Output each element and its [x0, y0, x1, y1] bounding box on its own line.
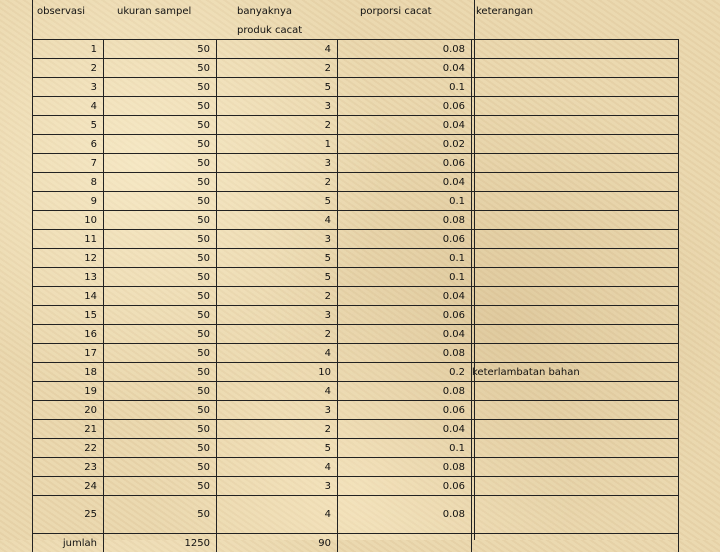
- porporsi-cell: 0.06: [338, 230, 472, 249]
- ukuran-sampel-cell: 50: [104, 287, 217, 306]
- porporsi-cell: 0.08: [338, 211, 472, 230]
- banyaknya-cell: 2: [217, 325, 338, 344]
- banyaknya-cell: 5: [217, 249, 338, 268]
- porporsi-cell: 0.04: [338, 59, 472, 78]
- keterangan-cell: [472, 401, 679, 420]
- keterangan-cell: [472, 40, 679, 59]
- observasi-cell: 24: [33, 477, 104, 496]
- observasi-cell: 18: [33, 363, 104, 382]
- banyaknya-cell: 4: [217, 458, 338, 477]
- table-row: [33, 287, 679, 306]
- observasi-cell: 8: [33, 173, 104, 192]
- observasi-cell: 1: [33, 40, 104, 59]
- ukuran-sampel-cell: 50: [104, 268, 217, 287]
- banyaknya-cell: 3: [217, 154, 338, 173]
- keterangan-cell: [472, 344, 679, 363]
- porporsi-cell: 0.1: [338, 268, 472, 287]
- table-row: [33, 116, 679, 135]
- observasi-cell: 17: [33, 344, 104, 363]
- table-row: [33, 40, 679, 59]
- banyaknya-cell: 5: [217, 268, 338, 287]
- banyaknya-cell: 3: [217, 306, 338, 325]
- keterangan-cell: [472, 382, 679, 401]
- total-keterangan: [472, 534, 679, 552]
- observasi-cell: 10: [33, 211, 104, 230]
- keterangan-cell: [472, 496, 679, 534]
- observasi-cell: 16: [33, 325, 104, 344]
- banyaknya-cell: 2: [217, 420, 338, 439]
- keterangan-cell: [472, 97, 679, 116]
- porporsi-cell: 0.08: [338, 40, 472, 59]
- ukuran-sampel-cell: 50: [104, 40, 217, 59]
- observasi-cell: 6: [33, 135, 104, 154]
- keterangan-cell: [472, 154, 679, 173]
- table-row: [33, 135, 679, 154]
- porporsi-cell: 0.08: [338, 458, 472, 477]
- ukuran-sampel-cell: 50: [104, 59, 217, 78]
- ukuran-sampel-cell: 50: [104, 192, 217, 211]
- ukuran-sampel-cell: 50: [104, 477, 217, 496]
- banyaknya-cell: 2: [217, 287, 338, 306]
- observasi-cell: 5: [33, 116, 104, 135]
- header-porporsi-cacat: porporsi cacat: [360, 6, 432, 17]
- observasi-cell: 22: [33, 439, 104, 458]
- porporsi-cell: 0.08: [338, 496, 472, 534]
- observasi-cell: 2: [33, 59, 104, 78]
- total-label: jumlah: [33, 534, 104, 552]
- banyaknya-cell: 3: [217, 230, 338, 249]
- ukuran-sampel-cell: 50: [104, 78, 217, 97]
- table-row: [33, 420, 679, 439]
- banyaknya-cell: 4: [217, 382, 338, 401]
- keterangan-cell: [472, 230, 679, 249]
- header-produk-cacat: produk cacat: [237, 25, 302, 36]
- table-row: [33, 230, 679, 249]
- total-porporsi: [338, 534, 472, 552]
- keterangan-cell: [472, 306, 679, 325]
- table-row: [33, 458, 679, 477]
- table-row: [33, 173, 679, 192]
- porporsi-cell: 0.06: [338, 401, 472, 420]
- banyaknya-cell: 5: [217, 192, 338, 211]
- keterangan-cell: [472, 116, 679, 135]
- keterangan-cell: keterlambatan bahan: [472, 363, 679, 382]
- observasi-cell: 23: [33, 458, 104, 477]
- porporsi-cell: 0.02: [338, 135, 472, 154]
- table-row: [33, 344, 679, 363]
- keterangan-cell: [472, 325, 679, 344]
- banyaknya-cell: 4: [217, 211, 338, 230]
- banyaknya-cell: 4: [217, 40, 338, 59]
- porporsi-cell: 0.04: [338, 116, 472, 135]
- keterangan-cell: [472, 420, 679, 439]
- table-row: [33, 59, 679, 78]
- observasi-cell: 9: [33, 192, 104, 211]
- table-row: [33, 477, 679, 496]
- ukuran-sampel-cell: 50: [104, 116, 217, 135]
- banyaknya-cell: 3: [217, 97, 338, 116]
- banyaknya-cell: 4: [217, 344, 338, 363]
- table-row: [33, 78, 679, 97]
- porporsi-cell: 0.04: [338, 420, 472, 439]
- observasi-cell: 7: [33, 154, 104, 173]
- observasi-cell: 19: [33, 382, 104, 401]
- table-row: [33, 306, 679, 325]
- table-row: [33, 382, 679, 401]
- porporsi-cell: 0.2: [338, 363, 472, 382]
- observasi-cell: 11: [33, 230, 104, 249]
- keterangan-cell: [472, 135, 679, 154]
- table-row: [33, 192, 679, 211]
- ukuran-sampel-cell: 50: [104, 306, 217, 325]
- table-row: [33, 401, 679, 420]
- ukuran-sampel-cell: 50: [104, 230, 217, 249]
- header-keterangan: keterangan: [476, 6, 533, 17]
- banyaknya-cell: 3: [217, 401, 338, 420]
- total-banyaknya: 90: [217, 534, 338, 552]
- keterangan-cell: [472, 249, 679, 268]
- keterangan-cell: [472, 458, 679, 477]
- ukuran-sampel-cell: 50: [104, 173, 217, 192]
- porporsi-cell: 0.06: [338, 154, 472, 173]
- banyaknya-cell: 2: [217, 116, 338, 135]
- porporsi-cell: 0.06: [338, 306, 472, 325]
- header-observasi: observasi: [37, 6, 85, 17]
- table-row: [33, 325, 679, 344]
- porporsi-cell: 0.06: [338, 97, 472, 116]
- ukuran-sampel-cell: 50: [104, 382, 217, 401]
- table-row: [33, 154, 679, 173]
- observasi-cell: 4: [33, 97, 104, 116]
- ukuran-sampel-cell: 50: [104, 401, 217, 420]
- porporsi-cell: 0.1: [338, 192, 472, 211]
- observasi-cell: 12: [33, 249, 104, 268]
- keterangan-cell: [472, 78, 679, 97]
- table-row: [33, 211, 679, 230]
- observasi-cell: 14: [33, 287, 104, 306]
- observasi-cell: 20: [33, 401, 104, 420]
- table-row: [33, 439, 679, 458]
- ukuran-sampel-cell: 50: [104, 211, 217, 230]
- ukuran-sampel-cell: 50: [104, 97, 217, 116]
- keterangan-cell: [472, 211, 679, 230]
- banyaknya-cell: 4: [217, 496, 338, 534]
- table-row: [33, 249, 679, 268]
- ukuran-sampel-cell: 50: [104, 344, 217, 363]
- table-row: [33, 363, 679, 382]
- keterangan-cell: [472, 268, 679, 287]
- banyaknya-cell: 1: [217, 135, 338, 154]
- banyaknya-cell: 5: [217, 78, 338, 97]
- banyaknya-cell: 5: [217, 439, 338, 458]
- keterangan-cell: [472, 173, 679, 192]
- porporsi-cell: 0.06: [338, 477, 472, 496]
- total-row: [33, 534, 679, 552]
- ukuran-sampel-cell: 50: [104, 135, 217, 154]
- table-row: [33, 97, 679, 116]
- observasi-cell: 3: [33, 78, 104, 97]
- keterangan-cell: [472, 287, 679, 306]
- ukuran-sampel-cell: 50: [104, 420, 217, 439]
- keterangan-cell: [472, 59, 679, 78]
- banyaknya-cell: 2: [217, 59, 338, 78]
- keterangan-cell: [472, 477, 679, 496]
- table-row: [33, 496, 679, 534]
- porporsi-cell: 0.08: [338, 344, 472, 363]
- ukuran-sampel-cell: 50: [104, 363, 217, 382]
- ukuran-sampel-cell: 50: [104, 325, 217, 344]
- observasi-cell: 25: [33, 496, 104, 534]
- porporsi-cell: 0.1: [338, 439, 472, 458]
- porporsi-cell: 0.1: [338, 78, 472, 97]
- observasi-cell: 15: [33, 306, 104, 325]
- table-row: [33, 268, 679, 287]
- header-ukuran-sampel: ukuran sampel: [117, 6, 191, 17]
- banyaknya-cell: 10: [217, 363, 338, 382]
- table-body: [33, 40, 679, 552]
- ukuran-sampel-cell: 50: [104, 249, 217, 268]
- porporsi-cell: 0.04: [338, 173, 472, 192]
- observasi-cell: 13: [33, 268, 104, 287]
- header-banyaknya: banyaknya: [237, 6, 292, 17]
- ukuran-sampel-cell: 50: [104, 154, 217, 173]
- total-ukuran-sampel: 1250: [104, 534, 217, 552]
- porporsi-cell: 0.04: [338, 325, 472, 344]
- porporsi-cell: 0.04: [338, 287, 472, 306]
- keterangan-cell: [472, 192, 679, 211]
- ukuran-sampel-cell: 50: [104, 439, 217, 458]
- banyaknya-cell: 2: [217, 173, 338, 192]
- defect-data-table: [32, 39, 679, 552]
- keterangan-cell: [472, 439, 679, 458]
- porporsi-cell: 0.1: [338, 249, 472, 268]
- porporsi-cell: 0.08: [338, 382, 472, 401]
- ukuran-sampel-cell: 50: [104, 458, 217, 477]
- ukuran-sampel-cell: 50: [104, 496, 217, 534]
- observasi-cell: 21: [33, 420, 104, 439]
- banyaknya-cell: 3: [217, 477, 338, 496]
